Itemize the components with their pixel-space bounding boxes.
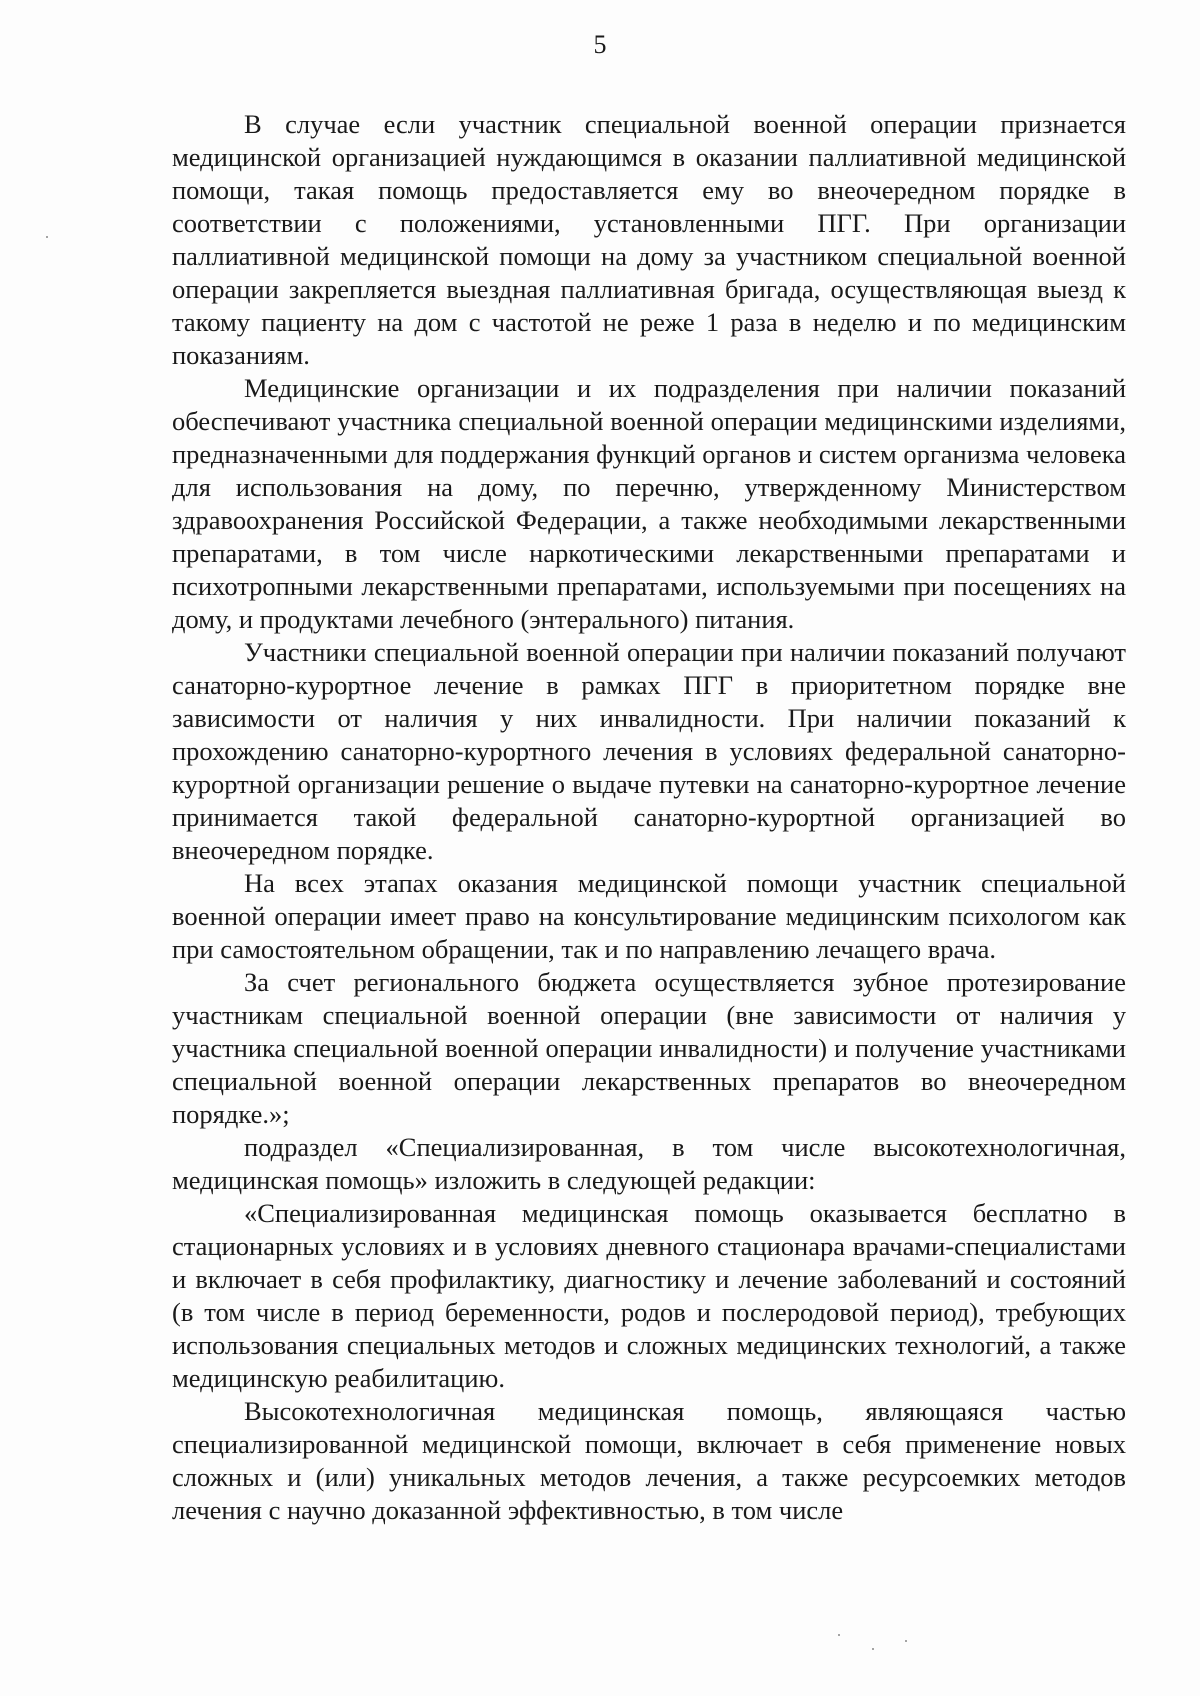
scan-speck <box>905 1640 907 1642</box>
paragraph-high-tech-care: Высокотехнологичная медицинская помощь, являющаяся частью специализированной медицинской помощи, включает в себя применение новых сложных и (или) уникальных методов лечения, а также ресурсоемких методов лечения с научно доказанной эффективностью, в том числе <box>172 1396 1126 1525</box>
document-body <box>172 108 1126 1527</box>
scan-speck <box>838 1634 840 1636</box>
paragraph-specialized-care: «Специализированная медицинская помощь оказывается бесплатно в стационарных условиях и в условиях дневного стационара врачами-специалистами и включает в себя профилактику, диагностику и лечение заболеваний и состояний (в том числе в период беременности, родов и послеродовой период), требующих использования специальных методов и сложных медицинских технологий, а также медицинскую реабилитацию. <box>172 1198 1126 1393</box>
paragraph-subsection-instruction: подраздел «Специализированная, в том числе высокотехнологичная, медицинская помощь» изложить в следующей редакции: <box>172 1132 1126 1195</box>
paragraph-dental-prosthetics: За счет регионального бюджета осуществляется зубное протезирование участникам специальной военной операции (вне зависимости от наличия у участника специальной военной операции инвалидности) и получение участниками специальной военной операции лекарственных препаратов во внеочередном порядке.»; <box>172 967 1126 1129</box>
paragraph-sanatorium-treatment: Участники специальной военной операции при наличии показаний получают санаторно-курортное лечение в рамках ПГГ в приоритетном порядке вне зависимости от наличия у них инвалидности. При наличии показаний к прохождению санаторно-курортного лечения в условиях федеральной санаторно-курортной организации решение о выдаче путевки на санаторно-курортное лечение принимается такой федеральной санаторно-курортной организацией во внеочередном порядке. <box>172 637 1126 865</box>
paragraph-psychologist-consultation: На всех этапах оказания медицинской помощи участник специальной военной операции имеет право на консультирование медицинским психологом как при самостоятельном обращении, так и по направлению лечащего врача. <box>172 868 1126 964</box>
paragraph-medical-devices: Медицинские организации и их подразделения при наличии показаний обеспечивают участника специальной военной операции медицинскими изделиями, предназначенными для поддержания функций органов и систем организма человека для использования на дому, по перечню, утвержденному Министерством здравоохранения Российской Федерации, а также необходимыми лекарственными препаратами, в том числе наркотическими лекарственными препаратами и психотропными лекарственными препаратами, используемыми при посещениях на дому, и продуктами лечебного (энтерального) питания. <box>172 373 1126 634</box>
scan-speck <box>872 1648 874 1650</box>
page-number: 5 <box>593 30 607 59</box>
paragraph-palliative-care: В случае если участник специальной военной операции признается медицинской организацией нуждающимся в оказании паллиативной медицинской помощи, такая помощь предоставляется ему во внеочередном порядке в соответствии с положениями, установленными ПГГ. При организации паллиативной медицинской помощи на дому за участником специальной военной операции закрепляется выездная паллиативная бригада, осуществляющая выезд к такому пациенту на дом с частотой не реже 1 раза в неделю и по медицинским показаниям. <box>172 109 1126 370</box>
scan-speck <box>46 236 48 238</box>
